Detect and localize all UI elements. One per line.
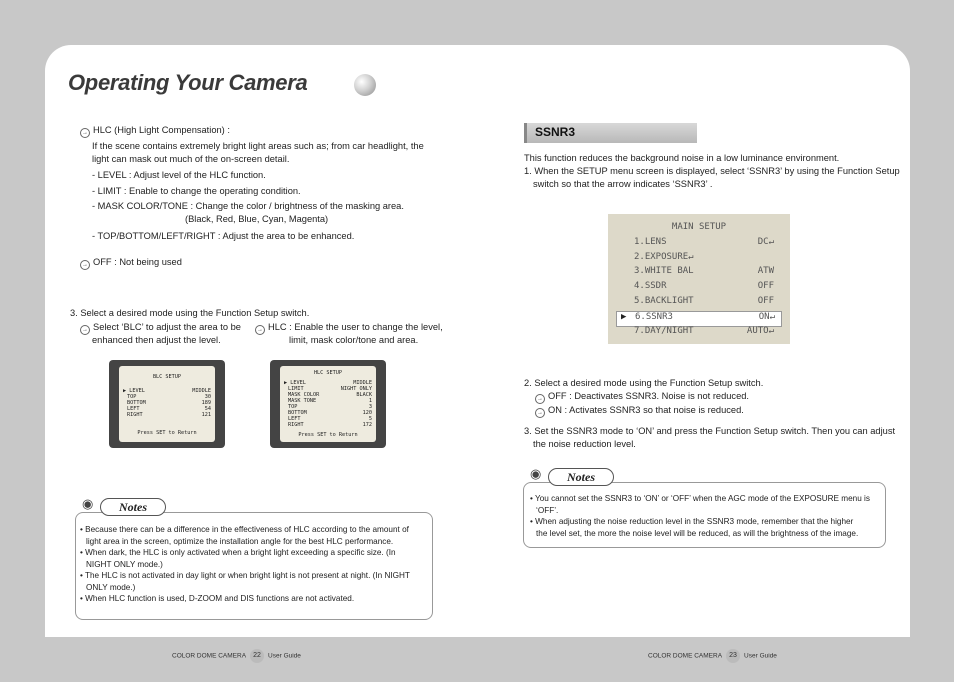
- arrow-bullet-icon: [80, 128, 90, 138]
- ssnr3-on: →ON : Activates SSNR3 so that noise is reduced.: [535, 404, 744, 418]
- blc-setup-screen: [109, 360, 225, 448]
- hlc-row-label: LIMIT: [288, 386, 304, 392]
- menu-item-exposure: 2.EXPOSURE↵: [634, 252, 694, 262]
- note-item-cont: light area in the screen, optimize the installation angle for the best HLC performance.: [86, 536, 394, 546]
- hlc-row-value: 5: [368, 416, 372, 422]
- ssnr3-heading: SSNR3: [524, 123, 697, 143]
- hlc-row-label: LEFT: [288, 416, 301, 422]
- hlc-row-value: 1: [368, 398, 372, 404]
- hlc-row-value: 172: [362, 422, 372, 428]
- left-notes-list: [80, 524, 424, 605]
- pointer-arrow-icon: ▶: [621, 312, 627, 322]
- hlc-desc-2: light can mask out much of the on-screen detail.: [92, 154, 290, 164]
- hlc-setup-screen: [270, 360, 386, 448]
- right-notes-list: [530, 493, 880, 539]
- hlc-level: - LEVEL : Adjust level of the HLC function.: [92, 170, 266, 180]
- notes-badge: Notes: [548, 468, 614, 486]
- hlc-row-label: BOTTOM: [288, 410, 307, 416]
- blc-row-value: 189: [201, 400, 211, 406]
- title-decoration-sphere: [354, 74, 376, 96]
- blc-row-value: MIDDLE: [192, 388, 211, 394]
- notes-badge: Notes: [100, 498, 166, 516]
- blc-row-label: RIGHT: [127, 412, 143, 418]
- ssnr3-step-1b: switch so that the arrow indicates ‘SSNR3’ .: [533, 179, 713, 189]
- ssnr3-step-3b: the noise reduction level.: [533, 439, 636, 449]
- menu-item-ssdr: 4.SSDR OFF: [634, 281, 774, 291]
- select-blc-2: enhanced then adjust the level.: [92, 335, 221, 345]
- main-setup-menu-screen: [608, 214, 790, 344]
- hlc-row-label: RIGHT: [288, 422, 304, 428]
- note-item: • You cannot set the SSNR3 to ‘ON’ or ‘OFF’ when the AGC mode of the EXPOSURE menu is: [530, 494, 870, 503]
- hlc-osd-title: HLC SETUP: [313, 370, 343, 376]
- hlc-desc-1: If the scene contains extremely bright light areas such as; from car headlight, the: [92, 141, 424, 151]
- note-item: • When dark, the HLC is only activated when a bright light exceeding a specific size. (In: [80, 548, 396, 557]
- page-number: 23: [726, 649, 740, 663]
- hlc-limit: - LIMIT : Enable to change the operating condition.: [92, 186, 301, 196]
- left-footer: COLOR DOME CAMERA 22 User Guide: [172, 649, 301, 663]
- main-setup-title: MAIN SETUP: [671, 222, 727, 232]
- hlc-row-value: 3: [368, 404, 372, 410]
- hlc-row-label: MASK TONE: [288, 398, 317, 404]
- hlc-mask-1: - MASK COLOR/TONE : Change the color / brightness of the masking area.: [92, 201, 404, 211]
- ssnr3-step-1a: 1. When the SETUP menu screen is displayed, select ‘SSNR3’ by using the Function Setup: [524, 166, 900, 176]
- blc-row-label: ▶ LEVEL: [123, 388, 145, 394]
- lightbulb-icon: ◉: [82, 496, 94, 511]
- note-item: • The HLC is not activated in day light or when bright light is not present at night. (In NIGHT: [80, 571, 410, 580]
- note-item: • When HLC function is used, D-ZOOM and DIS functions are not activated.: [80, 594, 355, 603]
- hlc-row-value: 120: [362, 410, 372, 416]
- hlc-row-value: BLACK: [356, 392, 372, 398]
- select-blc-1: →Select ‘BLC’ to adjust the area to be: [80, 321, 241, 335]
- blc-row-value: 121: [201, 412, 211, 418]
- hlc-row-label: ▶ LEVEL: [284, 380, 306, 386]
- right-footer: COLOR DOME CAMERA 23 User Guide: [648, 649, 777, 663]
- blc-row-label: LEFT: [127, 406, 140, 412]
- page-title: Operating Your Camera: [68, 70, 308, 95]
- ssnr3-step-3a: 3. Set the SSNR3 mode to ‘ON’ and press the Function Setup switch. Then you can adjust: [524, 426, 896, 436]
- arrow-bullet-icon: [80, 325, 90, 335]
- hlc-heading: →HLC (High Light Compensation) :: [80, 124, 230, 138]
- blc-row-value: 30: [204, 394, 211, 400]
- blc-osd-footer: Press SET to Return: [137, 430, 197, 436]
- arrow-bullet-icon: [535, 408, 545, 418]
- note-item: • Because there can be a difference in the effectiveness of HLC according to the amount of: [80, 525, 409, 534]
- arrow-bullet-icon: [80, 260, 90, 270]
- lightbulb-icon: ◉: [530, 466, 542, 481]
- note-item-cont: NIGHT ONLY mode.): [86, 559, 163, 569]
- blc-row-label: BOTTOM: [127, 400, 146, 406]
- note-item-cont: ONLY mode.): [86, 582, 136, 592]
- blc-osd-title: BLC SETUP: [152, 374, 182, 380]
- blc-row-value: 54: [204, 406, 211, 412]
- ssnr3-desc: This function reduces the background noise in a low luminance environment.: [524, 153, 840, 163]
- menu-item-backlight: 5.BACKLIGHT OFF: [634, 296, 774, 306]
- hlc-row-value: NIGHT ONLY: [340, 386, 372, 392]
- ssnr3-step-2: 2. Select a desired mode using the Function Setup switch.: [524, 378, 764, 388]
- hlc-area: - TOP/BOTTOM/LEFT/RIGHT : Adjust the area to be enhanced.: [92, 231, 355, 241]
- arrow-bullet-icon: [535, 394, 545, 404]
- menu-item-ssnr3: ▶ 6.SSNR3 ON↵: [616, 311, 782, 327]
- blc-row-label: TOP: [127, 394, 137, 400]
- note-item-cont: the level set, the more the noise level will be reduced, as will the brightness of the image.: [536, 528, 859, 538]
- menu-item-white-bal: 3.WHITE BAL ATW: [634, 266, 774, 276]
- hlc-row-label: MASK COLOR: [288, 392, 320, 398]
- hlc-row-label: TOP: [288, 404, 298, 410]
- note-item-cont: ‘OFF’.: [536, 505, 559, 515]
- note-item: • When adjusting the noise reduction level in the SSNR3 mode, remember that the higher: [530, 517, 854, 526]
- menu-item-day-night: 7.DAY/NIGHT AUTO↵: [634, 326, 774, 336]
- menu-item-lens: 1.LENS DC↵: [634, 237, 774, 247]
- ssnr3-off: →OFF : Deactivates SSNR3. Noise is not reduced.: [535, 390, 749, 404]
- hlc-row-value: MIDDLE: [353, 380, 372, 386]
- left-step-3: 3. Select a desired mode using the Function Setup switch.: [70, 308, 310, 318]
- hlc-mask-2: (Black, Red, Blue, Cyan, Magenta): [185, 214, 329, 224]
- select-hlc-2: limit, mask color/tone and area.: [289, 335, 419, 345]
- select-hlc-1: →HLC : Enable the user to change the level,: [255, 321, 443, 335]
- hlc-osd-footer: Press SET to Return: [298, 432, 358, 438]
- page-number: 22: [250, 649, 264, 663]
- arrow-bullet-icon: [255, 325, 265, 335]
- hlc-off: →OFF : Not being used: [80, 256, 182, 270]
